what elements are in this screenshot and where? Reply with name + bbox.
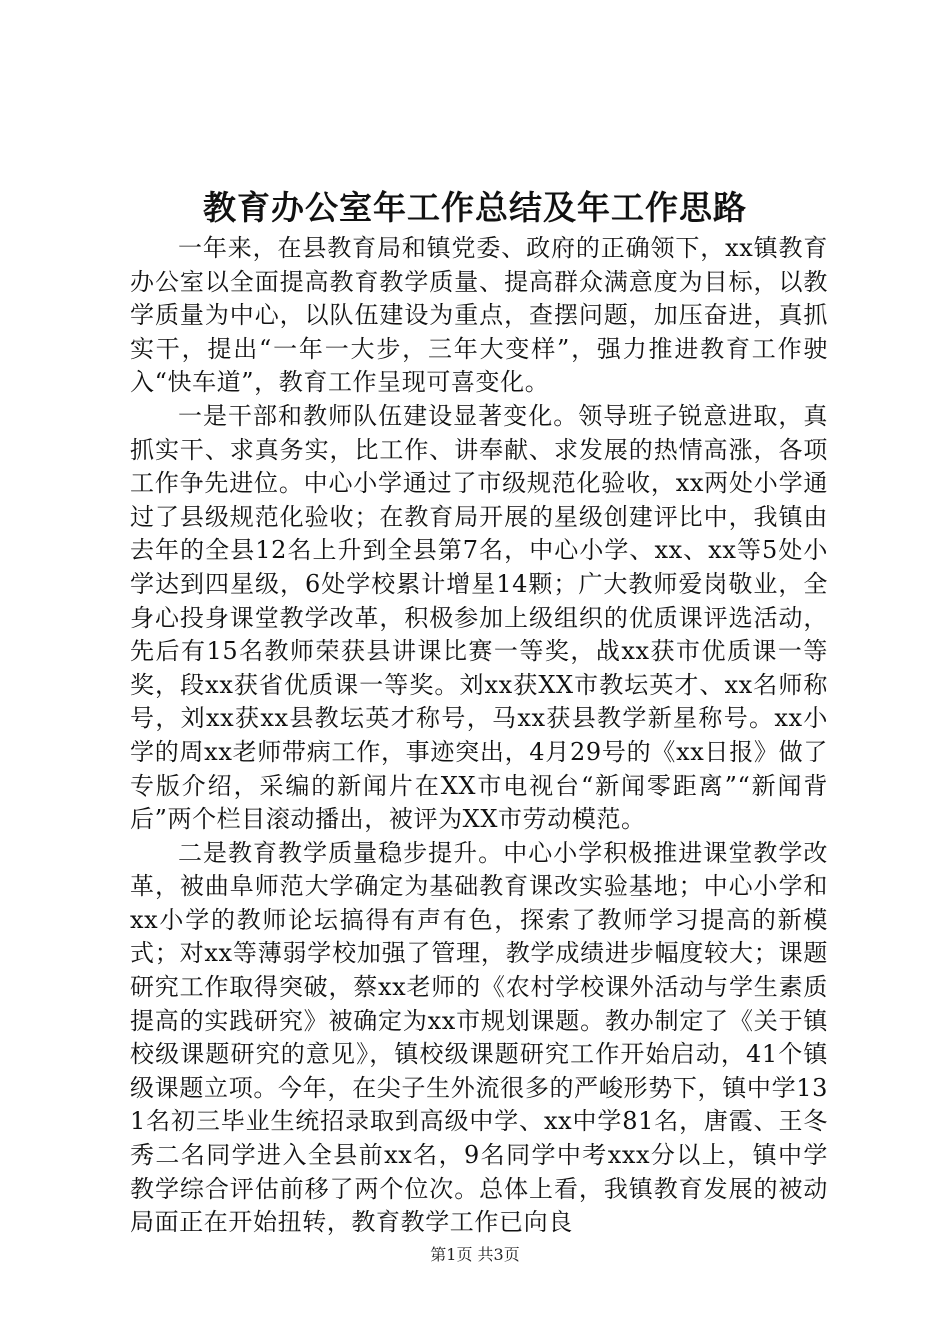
- page-number-footer: 第1页 共3页: [430, 1245, 520, 1264]
- paragraph-teaching-quality: 二是教育教学质量稳步提升。中心小学积极推进课堂教学改革，被曲阜师范大学确定为基础教育课改实验基地；中心小学和xx小学的教师论坛搞得有声有色，探索了教师学习提高的新模式；对xx等薄弱学校加强了管理，教学成绩进步幅度较大；课题研究工作取得突破，蔡xx老师的《农村学校课外活动与学生素质提高的实践研究》被确定为xx市规划课题。教办制定了《关于镇校级课题研究的意见》，镇校级课题研究工作开始启动，41个镇级课题立项。今年，在尖子生外流很多的严峻形势下，镇中学131名初三毕业生统招录取到高级中学、xx中学81名，唐霞、王冬秀二名同学进入全县前xx名，9名同学中考xxx分以上，镇中学教学综合评估前移了两个位次。总体上看，我镇教育发展的被动局面正在开始扭转，教育教学工作已向良: [130, 838, 828, 1237]
- document-title: 教育办公室年工作总结及年工作思路: [203, 188, 747, 227]
- paragraph-intro: 一年来，在县教育局和镇党委、政府的正确领下，xx镇教育办公室以全面提高教育教学质量、提高群众满意度为目标，以教学质量为中心，以队伍建设为重点，查摆问题，加压奋进，真抓实干，提出“一年一大步，三年大变样”，强力推进教育工作驶入“快车道”，教育工作呈现可喜变化。: [130, 234, 828, 397]
- document-body: [130, 232, 828, 1240]
- paragraph-team-building: 一是干部和教师队伍建设显著变化。领导班子锐意进取，真抓实干、求真务实，比工作、讲奉献、求发展的热情高涨，各项工作争先进位。中心小学通过了市级规范化验收，xx两处小学通过了县级规范化验收；在教育局开展的星级创建评比中，我镇由去年的全县12名上升到全县第7名，中心小学、xx、xx等5处小学达到四星级，6处学校累计增星14颗；广大教师爱岗敬业，全身心投身课堂教学改革，积极参加上级组织的优质课评选活动，先后有15名教师荣获县讲课比赛一等奖，战xx获市优质课一等奖，段xx获省优质课一等奖。刘xx获XX市教坛英才、xx名师称号，刘xx获xx县教坛英才称号，马xx获县教学新星称号。xx小学的周xx老师带病工作，事迹突出，4月29号的《xx日报》做了专版介绍，采编的新闻片在XX市电视台“新闻零距离”“新闻背后”两个栏目滚动播出，被评为XX市劳动模范。: [130, 401, 828, 834]
